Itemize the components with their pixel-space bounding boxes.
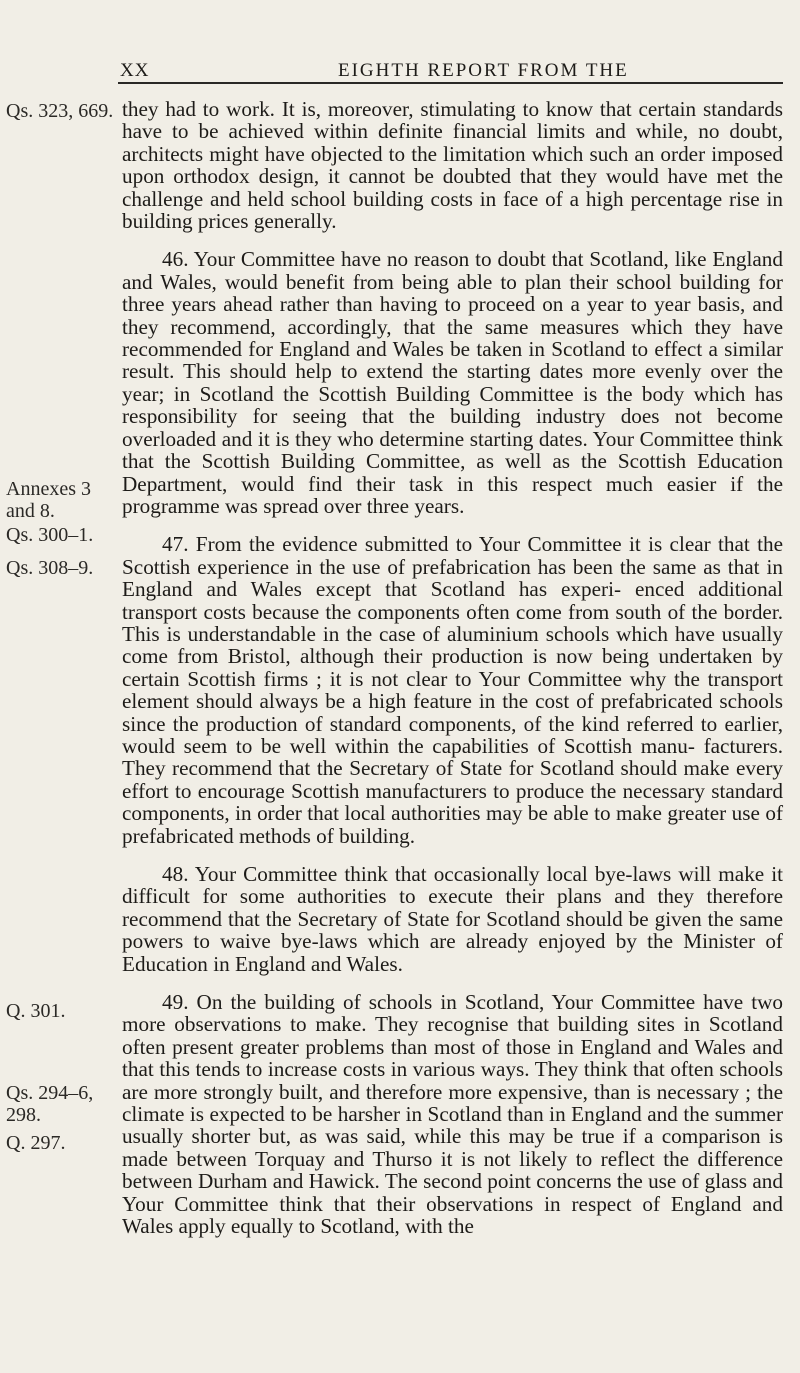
- margin-note: Qs. 308–9.: [6, 557, 94, 579]
- margin-note: Q. 301.: [6, 1000, 66, 1022]
- page-number: XX: [120, 60, 150, 81]
- running-head: EIGHTH REPORT FROM THE: [338, 60, 629, 81]
- paragraph-47: 47. From the evidence submitted to Your Committee it is clear that the Scottish experience in the use of prefabrication has been the same as that in England and Wales except that Scotland has experi- enced additional transport costs because the components often come from south of the border. This is understandable in the case of aluminium schools which have usually come from Bristol, although their production is now being undertaken by certain Scottish firms ; it is not clear to Your Committee why the transport element should always be a high feature in the cost of prefabricated schools since the production of standard components, of the kind referred to earlier, would seem to be well within the capabilities of Scottish manu- facturers. They recommend that the Secretary of State for Scotland should make every effort to encourage Scottish manufacturers to produce the necessary standard components, in order that local authorities may be able to make greater use of prefabricated methods of building.: [122, 532, 783, 848]
- paragraph-continued: they had to work. It is, moreover, stimulating to know that certain standards have to be achieved within definite financial limits and while, no doubt, architects might have objected to the limitation which such an order imposed upon orthodox design, it cannot be doubted that they would have met the challenge and held school building costs in face of a high percentage rise in building prices generally.: [122, 97, 783, 234]
- page-header: [118, 58, 783, 84]
- paragraph-46: 46. Your Committee have no reason to doubt that Scotland, like England and Wales, would benefit from being able to plan their school building for three years ahead rather than having to proceed on a year to year basis, and they recommend, accordingly, that the same measures which they have recommended for England and Wales be taken in Scotland to effect a similar result. This should help to extend the starting dates more evenly over the year; in Scotland the Scottish Building Committee is the body which has responsibility for seeing that the building industry does not become overloaded and it is they who determine starting dates. Your Committee think that the Scottish Building Committee, as well as the Scottish Education Department, would find their task in this respect much easier if the programme was spread over three years.: [122, 247, 783, 518]
- margin-note: Qs. 294–6, 298.: [6, 1082, 94, 1126]
- margin-note: Qs. 300–1.: [6, 524, 94, 546]
- margin-note: Q. 297.: [6, 1132, 66, 1154]
- margin-note: Annexes 3 and 8.: [6, 478, 91, 522]
- paragraph-49: 49. On the building of schools in Scotland, Your Committee have two more observations to make. They recognise that building sites in Scotland often present greater problems than most of those in England and Wales and that this tends to increase costs in various ways. They think that often schools are more strongly built, and therefore more expensive, than is necessary ; the climate is expected to be harsher in Scotland than in England and the summer usually shorter but, as was said, while this may be true if a comparison is made between Torquay and Thurso it is not likely to reflect the difference between Durham and Hawick. The second point concerns the use of glass and Your Committee think that their observations in respect of England and Wales apply equally to Scotland, with the: [122, 990, 783, 1239]
- margin-note: Qs. 323, 669.: [6, 100, 114, 122]
- paragraph-48: 48. Your Committee think that occasionally local bye-laws will make it difficult for some authorities to execute their plans and they therefore recommend that the Secretary of State for Scotland should be given the same powers to waive bye-laws which are already enjoyed by the Minister of Education in England and Wales.: [122, 862, 783, 976]
- body-text: [122, 98, 783, 1238]
